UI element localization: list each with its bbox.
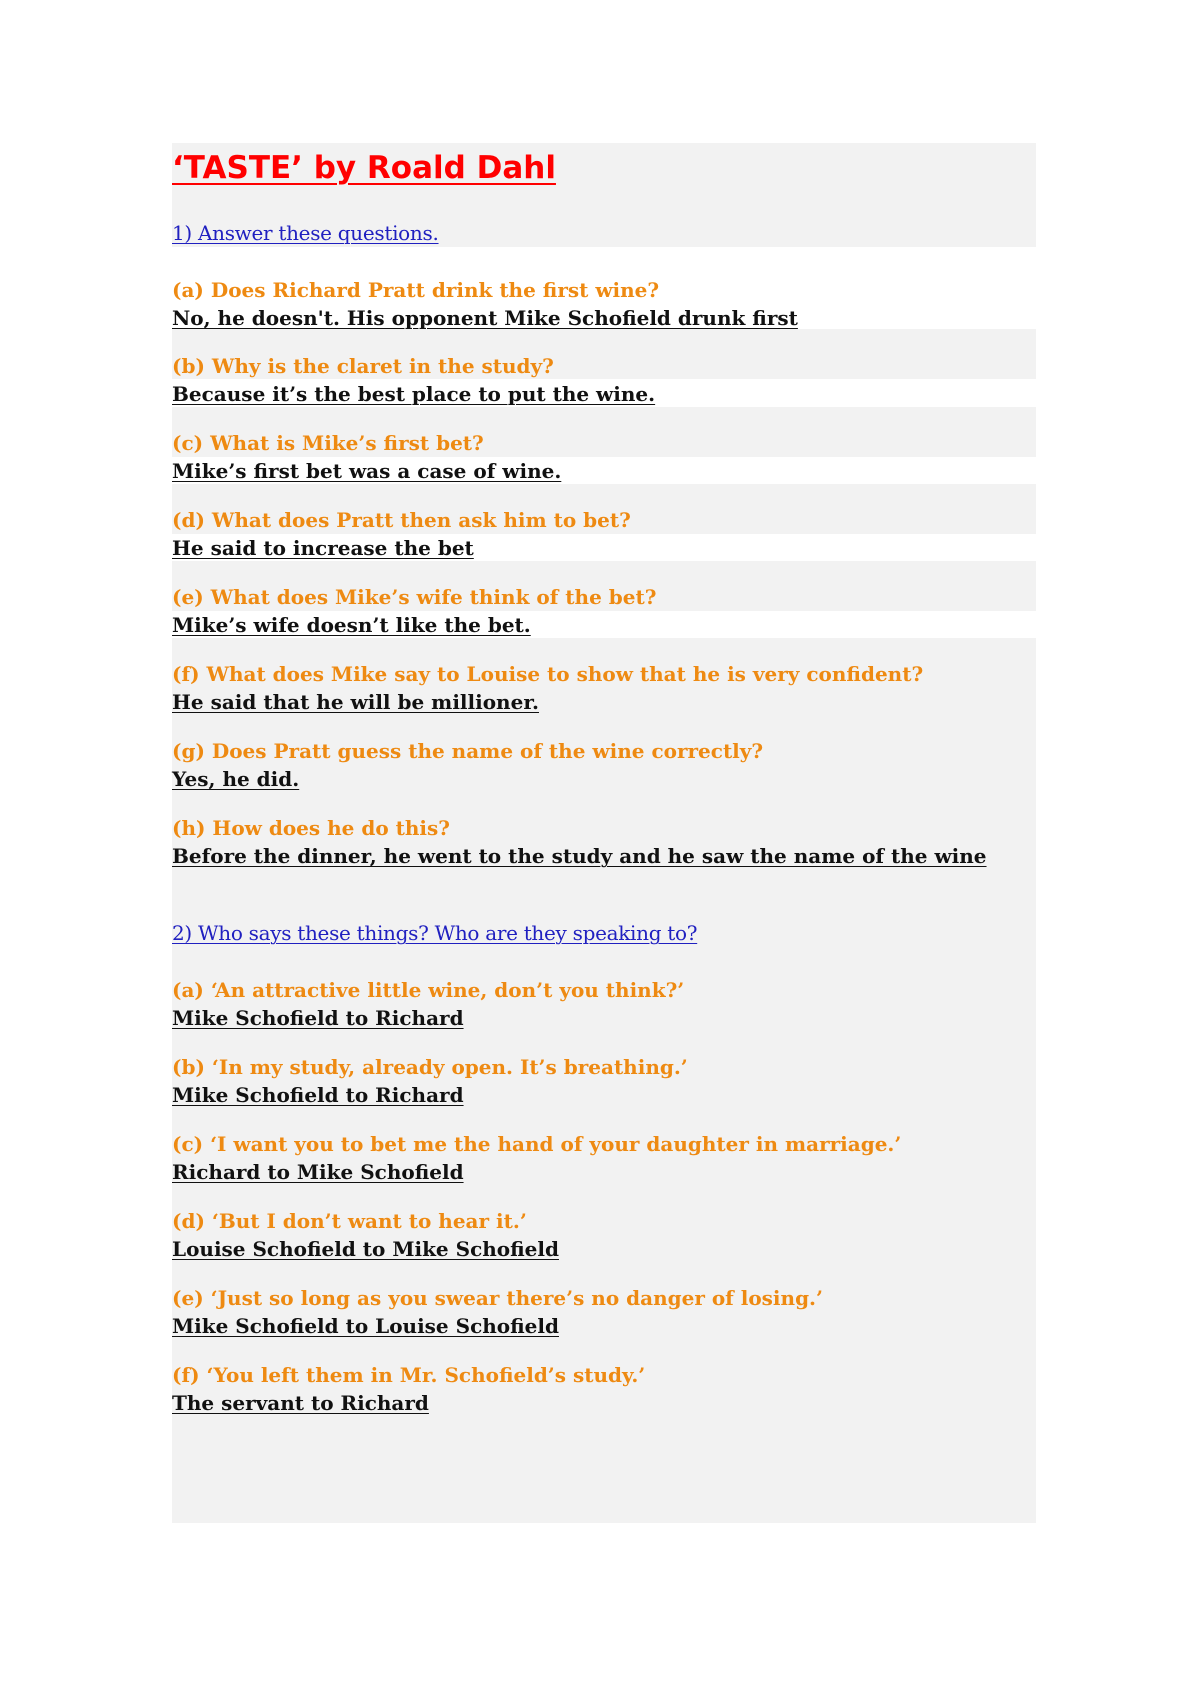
answer-1g: Yes, he did.: [172, 767, 300, 791]
answer-2f: The servant to Richard: [172, 1391, 429, 1415]
answer-1f: He said that he will be millioner.: [172, 690, 539, 714]
question-1d: (d) What does Pratt then ask him to bet?: [172, 508, 631, 532]
answer-2d: Louise Schofield to Mike Schofield: [172, 1237, 559, 1261]
question-2a: (a) ‘An attractive little wine, don’t you think?’: [172, 978, 685, 1002]
answer-1c: Mike’s first bet was a case of wine.: [172, 459, 562, 483]
answer-1b: Because it’s the best place to put the wine.: [172, 382, 656, 406]
question-1e: (e) What does Mike’s wife think of the bet?: [172, 585, 657, 609]
document-title: ‘TASTE’ by Roald Dahl: [172, 150, 556, 186]
section-2-heading: 2) Who says these things? Who are they speaking to?: [172, 921, 698, 945]
question-2b: (b) ‘In my study, already open. It’s breathing.’: [172, 1055, 688, 1079]
question-1a: (a) Does Richard Pratt drink the first wine?: [172, 278, 660, 302]
question-1b: (b) Why is the claret in the study?: [172, 354, 554, 378]
answer-2c: Richard to Mike Schofield: [172, 1160, 464, 1184]
question-1c: (c) What is Mike’s first bet?: [172, 431, 484, 455]
answer-1e: Mike’s wife doesn’t like the bet.: [172, 613, 531, 637]
answer-2b: Mike Schofield to Richard: [172, 1083, 464, 1107]
question-1h: (h) How does he do this?: [172, 816, 450, 840]
question-2f: (f) ‘You left them in Mr. Schofield’s study.’: [172, 1363, 646, 1387]
answer-1d: He said to increase the bet: [172, 536, 474, 560]
question-2c: (c) ‘I want you to bet me the hand of your daughter in marriage.’: [172, 1132, 902, 1156]
answer-1h: Before the dinner, he went to the study and he saw the name of the wine: [172, 844, 987, 868]
answer-2a: Mike Schofield to Richard: [172, 1006, 464, 1030]
answer-2e: Mike Schofield to Louise Schofield: [172, 1314, 559, 1338]
question-2e: (e) ‘Just so long as you swear there’s no danger of losing.’: [172, 1286, 823, 1310]
question-1g: (g) Does Pratt guess the name of the wine correctly?: [172, 739, 764, 763]
question-1f: (f) What does Mike say to Louise to show that he is very confident?: [172, 662, 924, 686]
section-1-heading: 1) Answer these questions.: [172, 221, 439, 245]
answer-1a: No, he doesn't. His opponent Mike Schofield drunk first: [172, 306, 798, 330]
question-2d: (d) ‘But I don’t want to hear it.’: [172, 1209, 527, 1233]
